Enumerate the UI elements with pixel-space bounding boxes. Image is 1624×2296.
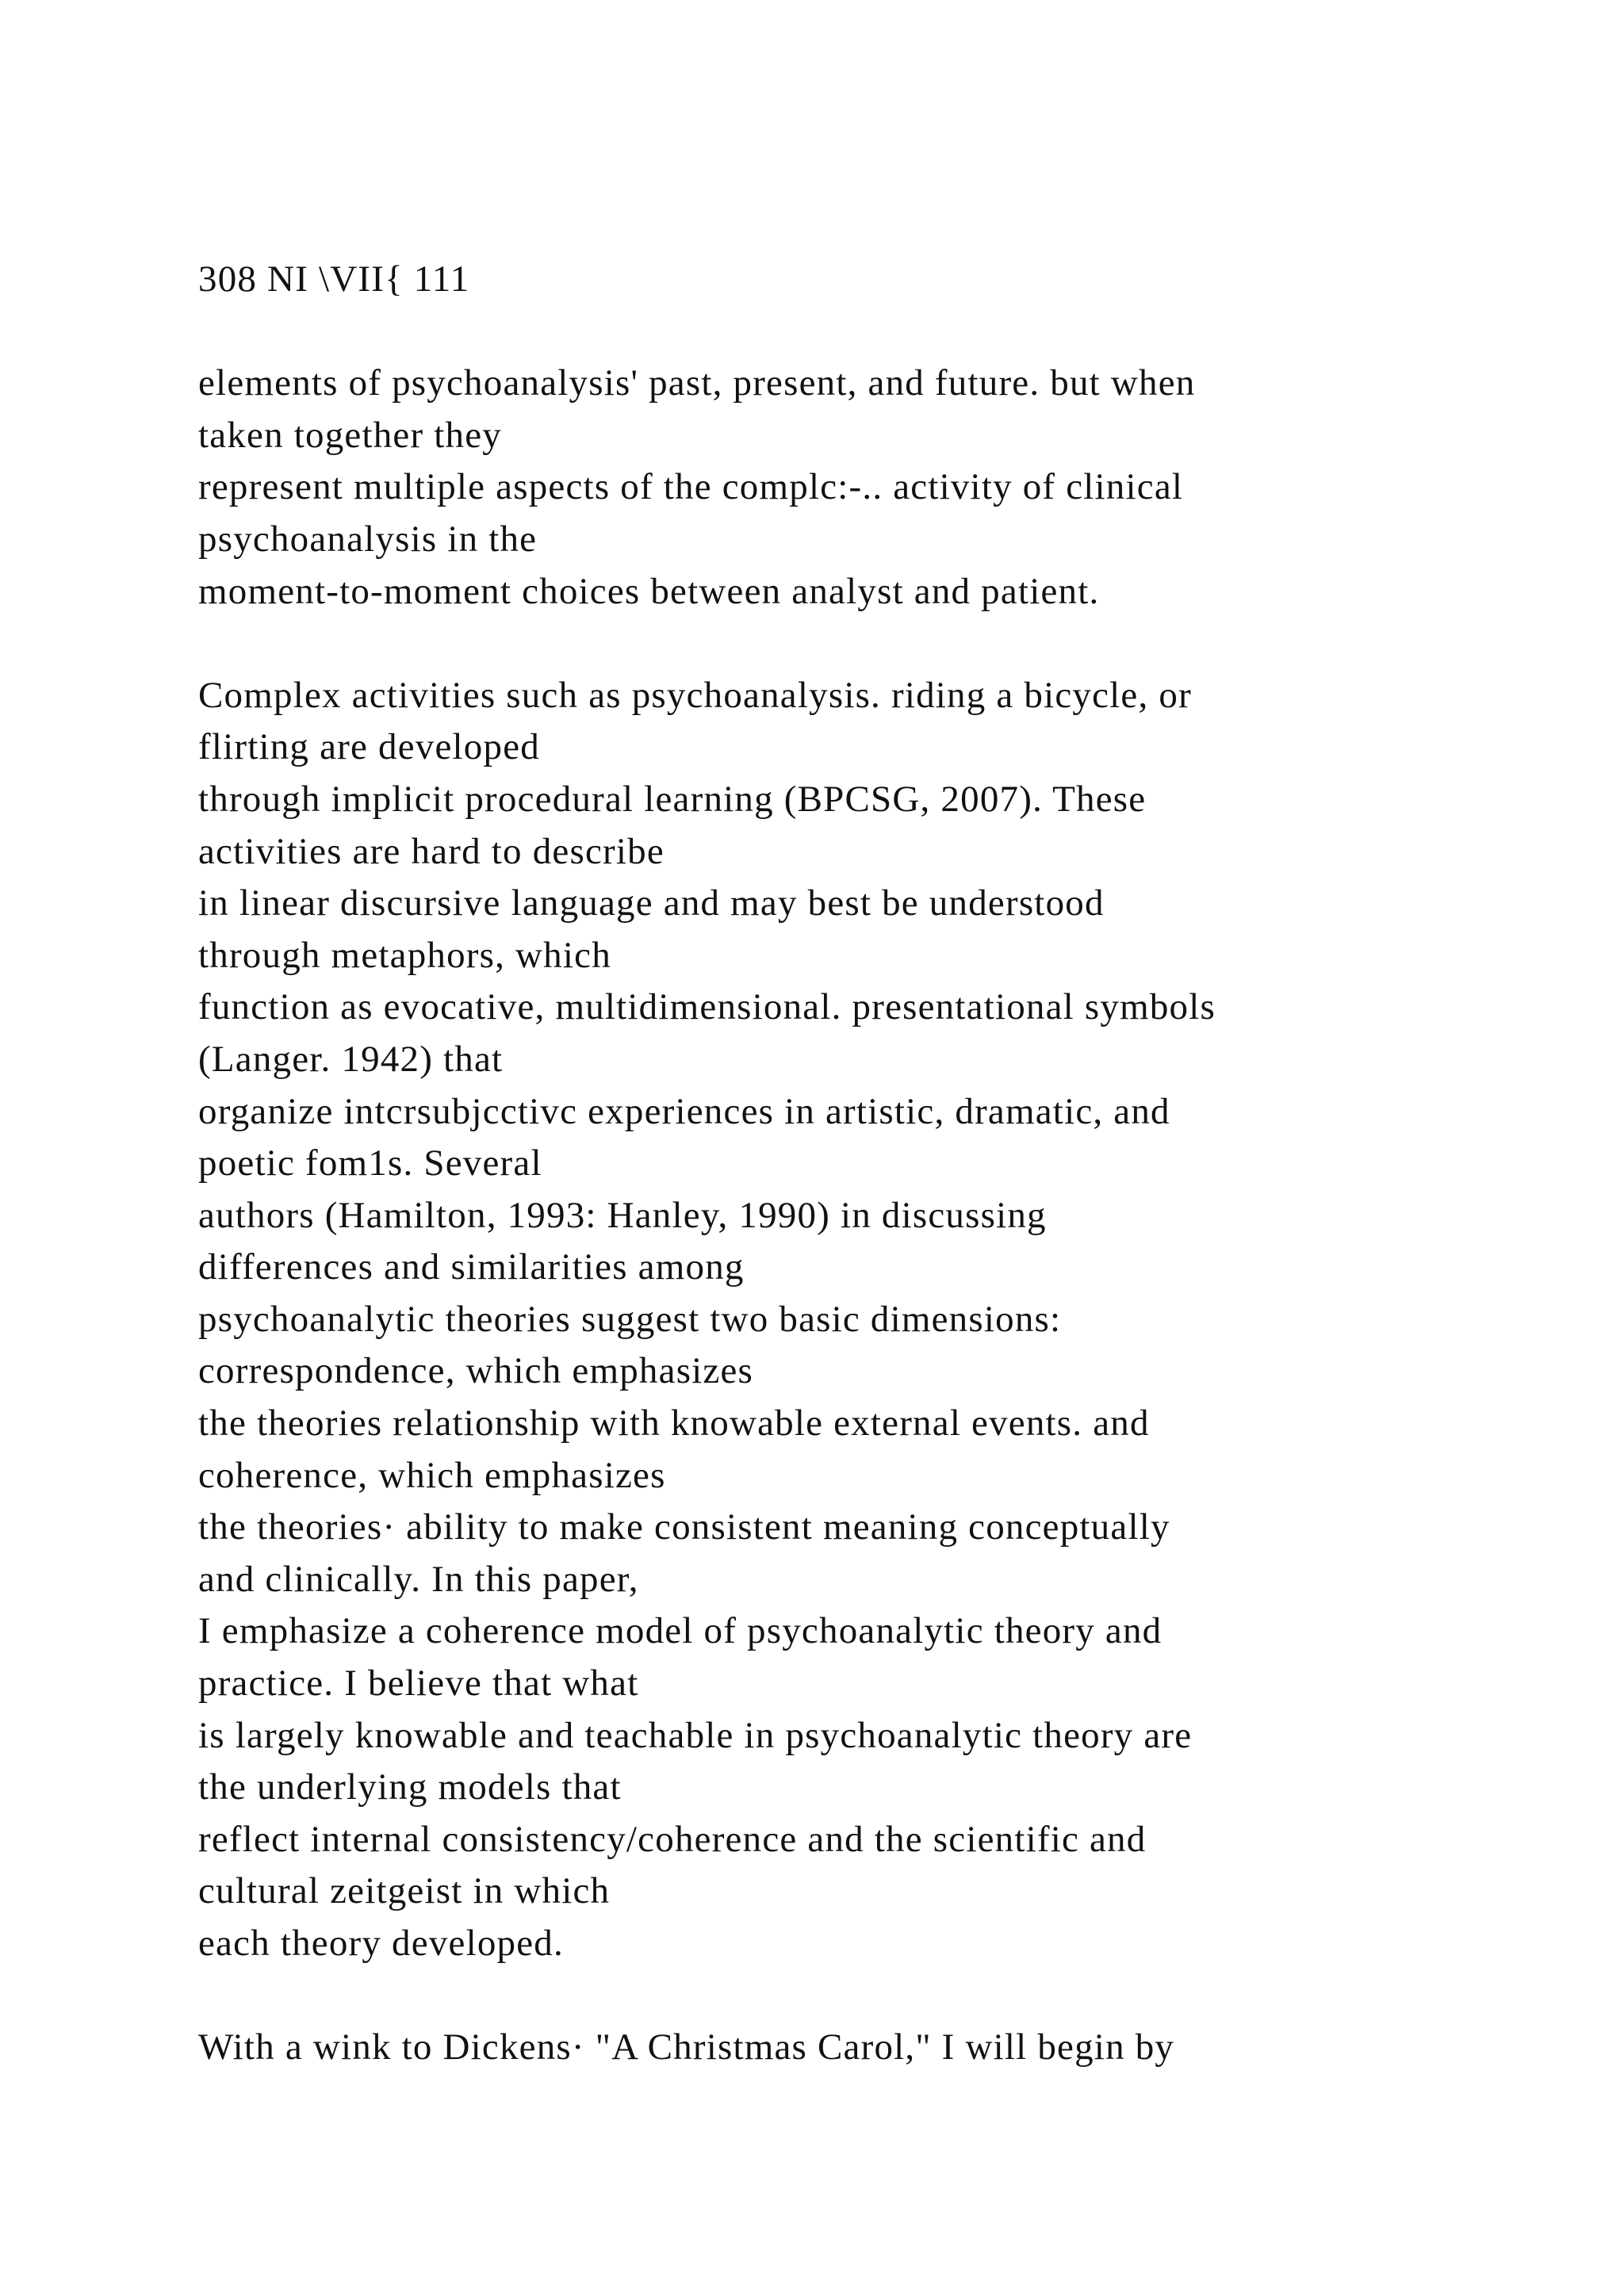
text-line: (Langer. 1942) that [198, 1038, 504, 1080]
text-line: flirting are developed [198, 726, 540, 768]
text-line: poetic fom1s. Several [198, 1142, 542, 1184]
text-line: in linear discursive language and may best be understood [198, 882, 1105, 924]
text-line: through implicit procedural learning (BPCSG, 2007). These [198, 778, 1147, 820]
paragraph-1 [198, 358, 1594, 618]
paragraph-2 [198, 670, 1594, 1970]
text-line: reflect internal consistency/coherence and the scientific and [198, 1818, 1147, 1860]
text-line: correspondence, which emphasizes [198, 1350, 754, 1392]
text-line: psychoanalysis in the [198, 518, 538, 560]
paragraph-gap [198, 1970, 1594, 2022]
text-line: each theory developed. [198, 1923, 564, 1964]
text-line: moment-to-moment choices between analyst and patient. [198, 570, 1100, 612]
text-line: cultural zeitgeist in which [198, 1870, 611, 1912]
text-line: represent multiple aspects of the complc:-.. activity of clinical [198, 466, 1184, 508]
paragraph-gap [198, 618, 1594, 670]
text-line: the theories· ability to make consistent meaning conceptually [198, 1506, 1170, 1548]
text-line: With a wink to Dickens· "A Christmas Carol," I will begin by [198, 2026, 1175, 2068]
text-line: I emphasize a coherence model of psychoanalytic theory and [198, 1610, 1162, 1652]
document-body [198, 254, 1594, 2074]
paragraph-3 [198, 2022, 1594, 2074]
page-header: 308 NI \VII{ 111 [198, 258, 470, 300]
text-line: is largely knowable and teachable in psychoanalytic theory are [198, 1714, 1193, 1756]
text-line: practice. I believe that what [198, 1663, 639, 1705]
text-line: function as evocative, multidimensional. presentational symbols [198, 986, 1216, 1028]
text-line: coherence, which emphasizes [198, 1454, 666, 1496]
text-line: and clinically. In this paper, [198, 1558, 639, 1600]
text-line: organize intcrsubjcctivc experiences in artistic, dramatic, and [198, 1090, 1170, 1132]
text-line: activities are hard to describe [198, 830, 665, 872]
text-line: taken together they [198, 414, 502, 456]
text-line: elements of psychoanalysis' past, present, and future. but when [198, 362, 1196, 404]
text-line: through metaphors, which [198, 934, 611, 976]
text-line: differences and similarities among [198, 1246, 745, 1288]
text-line: authors (Hamilton, 1993: Hanley, 1990) in discussing [198, 1194, 1047, 1236]
text-line: the underlying models that [198, 1766, 622, 1808]
text-line: Complex activities such as psychoanalysis. riding a bicycle, or [198, 674, 1192, 716]
text-line: psychoanalytic theories suggest two basic dimensions: [198, 1298, 1062, 1340]
paragraph-gap [198, 306, 1594, 358]
text-line: the theories relationship with knowable external events. and [198, 1402, 1150, 1445]
